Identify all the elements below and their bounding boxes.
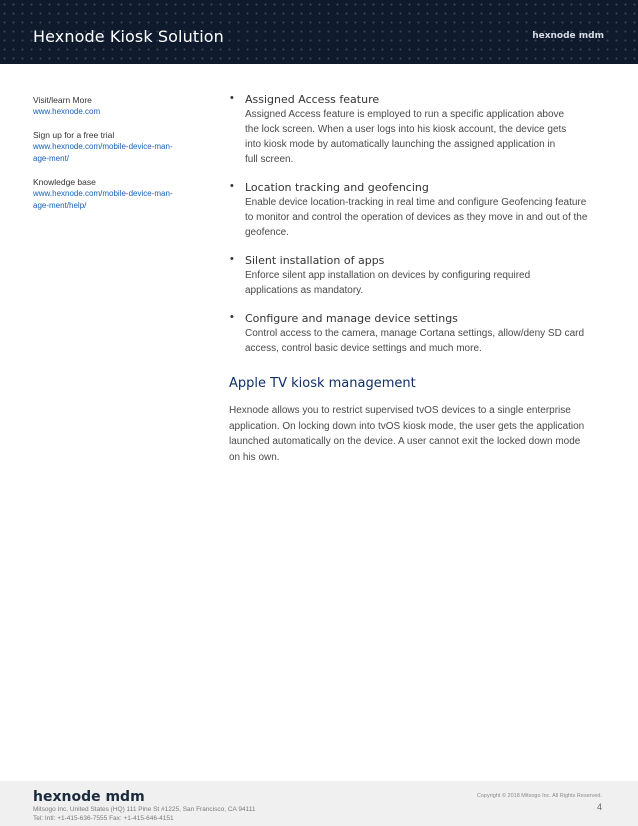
feature-title: Location tracking and geofencing	[245, 181, 429, 194]
feature-line: geofence.	[245, 227, 289, 238]
feature-title: Silent installation of apps	[245, 254, 385, 267]
page-footer	[0, 781, 638, 826]
sidebar	[33, 94, 193, 223]
sidebar-label: Sign up for a free trial	[33, 130, 115, 140]
sidebar-link[interactable]: www.hexnode.com/mobile-device-man-	[33, 189, 173, 198]
sidebar-link[interactable]: age-ment/	[33, 154, 70, 163]
page-number: 4	[596, 802, 602, 812]
feature-title: Configure and manage device settings	[245, 312, 458, 325]
feature-line: the lock screen. When a user logs into his kiosk account, the device gets	[245, 124, 567, 135]
section-line: on his own.	[229, 451, 280, 463]
sidebar-label: Visit/learn More	[33, 95, 92, 105]
feature-item	[229, 311, 609, 356]
feature-line: access, control basic device settings and much more.	[245, 343, 482, 354]
section-line: launched automatically on the device. A user cannot exit the locked down mode	[229, 436, 581, 447]
feature-line: to monitor and control the operation of devices as they move in and out of the	[245, 212, 588, 223]
sidebar-link[interactable]: www.hexnode.com	[33, 107, 101, 116]
feature-description	[245, 326, 609, 356]
feature-item	[229, 253, 609, 298]
sidebar-link[interactable]: age-ment/help/	[33, 201, 87, 210]
feature-description	[245, 107, 609, 167]
bullet-icon: •	[230, 311, 234, 323]
footer-address: Mitsogo Inc. United States (HQ) 111 Pine St #1225, San Francisco, CA 94111	[33, 806, 256, 813]
document-title: Hexnode Kiosk Solution	[33, 27, 224, 46]
feature-line: Enforce silent app installation on devices by configuring required	[245, 270, 531, 281]
feature-line: into kiosk mode by automatically launching the assigned application in	[245, 139, 556, 150]
feature-item	[229, 180, 609, 240]
bullet-icon: •	[230, 253, 234, 265]
sidebar-group-trial	[33, 129, 193, 165]
main-content	[229, 92, 609, 465]
sidebar-group-visit	[33, 94, 193, 118]
bullet-icon: •	[230, 180, 234, 192]
header-logo: hexnode mdm	[532, 31, 604, 41]
bullet-icon: •	[230, 92, 234, 104]
feature-line: applications as mandatory.	[245, 285, 364, 296]
feature-title: Assigned Access feature	[245, 93, 380, 106]
feature-line: Assigned Access feature is employed to run a specific application above	[245, 109, 565, 120]
footer-logo: hexnode mdm	[33, 789, 145, 805]
feature-description	[245, 195, 609, 240]
feature-line: Enable device location-tracking in real time and configure Geofencing feature	[245, 197, 587, 208]
feature-description	[245, 268, 609, 298]
section-line: application. On locking down into tvOS kiosk mode, the user gets the application	[229, 420, 585, 432]
section-line: Hexnode allows you to restrict supervised tvOS devices to a single enterprise	[229, 405, 571, 416]
feature-item	[229, 92, 609, 167]
section-body	[229, 403, 609, 465]
sidebar-group-knowledge	[33, 176, 193, 212]
footer-copyright: Copyright © 2018 Mitsogo Inc. All Rights Reserved.	[476, 793, 602, 799]
sidebar-link[interactable]: www.hexnode.com/mobile-device-man-	[33, 142, 173, 151]
feature-line: Control access to the camera, manage Cortana settings, allow/deny SD card	[245, 328, 585, 339]
feature-line: full screen.	[245, 154, 294, 165]
footer-contact: Tel: Intl: +1-415-636-7555 Fax: +1-415-646-4151	[33, 815, 174, 822]
page-header	[0, 0, 638, 64]
sidebar-label: Knowledge base	[33, 177, 96, 187]
section-heading: Apple TV kiosk management	[229, 376, 416, 391]
